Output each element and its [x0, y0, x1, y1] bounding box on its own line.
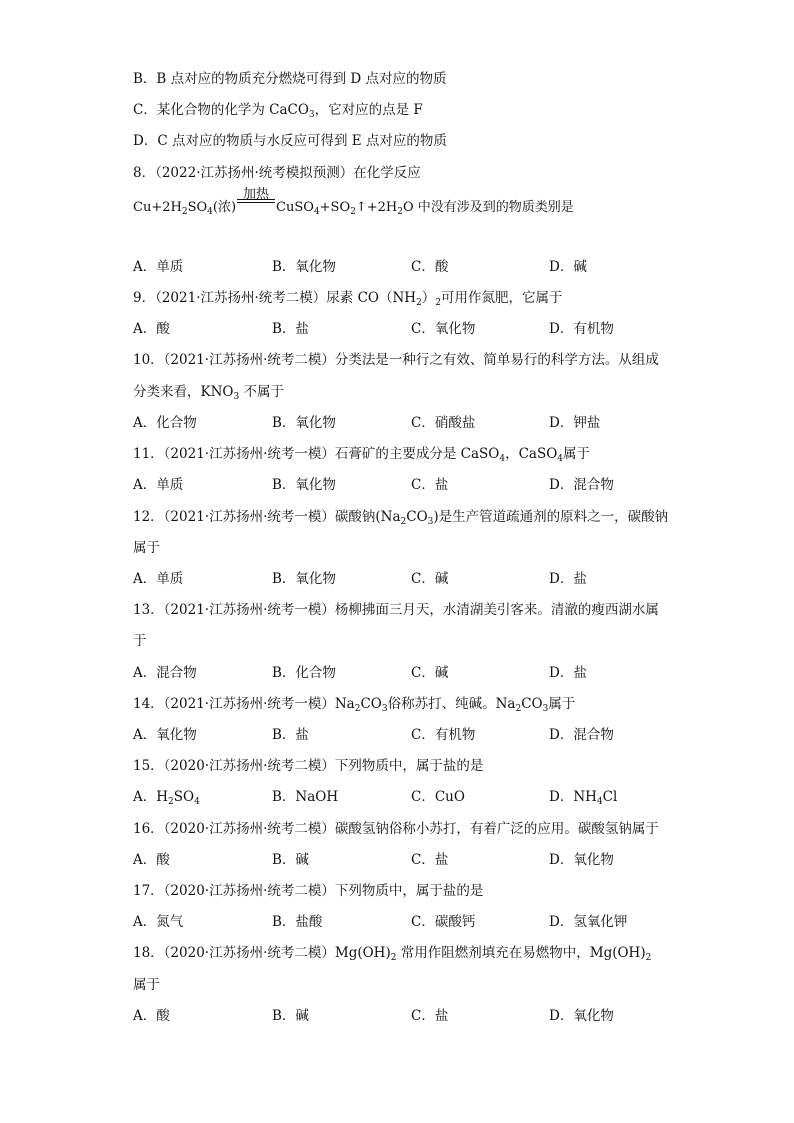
- q10-option-a: A．化合物: [133, 415, 197, 431]
- q11-option-a: A．单质: [133, 477, 184, 493]
- q14-option-c: C．有机物: [411, 727, 476, 743]
- q15-stem: 15．（2020·江苏扬州·统考二模）下列物质中，属于盐的是: [133, 758, 484, 774]
- q13-option-a: A．混合物: [133, 665, 197, 681]
- q17-stem: 17．（2020·江苏扬州·统考二模）下列物质中，属于盐的是: [133, 883, 484, 899]
- q8-option-c: C．酸: [411, 259, 449, 275]
- q15-option-d: D．$NH_4Cl$: [549, 789, 618, 807]
- q7-option-c: C．某化合物的化学为 CaCO$_3$，它对应的点是 F: [133, 102, 423, 120]
- q9-options: [133, 317, 733, 337]
- q9-option-c: C．氧化物: [411, 321, 476, 337]
- q8-options: [133, 255, 733, 275]
- q8-stem: 8．（2022·江苏扬州·统考模拟预测）在化学反应: [133, 165, 421, 181]
- q17-options: [133, 910, 733, 930]
- q9-option-b: B．盐: [272, 321, 309, 337]
- q10-option-b: B．氧化物: [272, 415, 336, 431]
- q8-chemical-equation: $Cu+2H_2SO_4$(浓) 加热 $CuSO_4+SO_2↑+2H_2O$ 中没有涉及到的物质类别是: [133, 187, 574, 217]
- q14-options: [133, 723, 733, 743]
- q10-stem-line1: 10．（2021·江苏扬州·统考二模）分类法是一种行之有效、简单易行的科学方法。从组成: [133, 352, 659, 368]
- q16-options: [133, 848, 733, 868]
- q14-option-a: A．氧化物: [133, 727, 197, 743]
- q13-stem-line1: 13．（2021·江苏扬州·统考一模）杨柳拂面三月天，水清湖美引客来。清澈的瘦西湖水属: [133, 602, 659, 618]
- q15-option-b: B．NaOH: [272, 789, 339, 805]
- q12-option-b: B．氧化物: [272, 571, 336, 587]
- q13-option-b: B．化合物: [272, 665, 336, 681]
- q12-option-d: D．盐: [549, 571, 587, 587]
- q18-option-a: A．酸: [133, 1008, 170, 1024]
- q16-option-b: B．碱: [272, 852, 309, 868]
- q7-option-b: B．B 点对应的物质充分燃烧可得到 D 点对应的物质: [133, 71, 447, 87]
- q17-option-b: B．盐酸: [272, 914, 323, 930]
- q9-stem: 9．（2021·江苏扬州·统考二模）尿素 $CO(NH_2)_2$可用作氮肥，它属于: [133, 290, 563, 308]
- reaction-condition-arrow: 加热: [237, 197, 275, 211]
- q11-options: [133, 473, 733, 493]
- q8-option-d: D．碱: [549, 259, 587, 275]
- q13-options: [133, 661, 733, 681]
- q12-stem-line2: 属于: [133, 540, 160, 556]
- q10-option-c: C．硝酸盐: [411, 415, 476, 431]
- q15-options: [133, 785, 733, 805]
- q13-stem-line2: 于: [133, 633, 147, 649]
- q9-option-d: D．有机物: [549, 321, 614, 337]
- q18-stem-line2: 属于: [133, 977, 160, 993]
- q18-option-c: C．盐: [411, 1008, 449, 1024]
- q13-option-c: C．碱: [411, 665, 449, 681]
- q11-option-b: B．氧化物: [272, 477, 336, 493]
- q16-option-d: D．氧化物: [549, 852, 614, 868]
- q16-stem: 16．（2020·江苏扬州·统考二模）碳酸氢钠俗称小苏打，有着广泛的应用。碳酸氢钠属于: [133, 821, 659, 837]
- q14-stem: 14．（2021·江苏扬州·统考一模）$Na_2CO_3$俗称苏打、纯碱。$Na_2CO_3$属于: [133, 696, 576, 714]
- q14-option-d: D．混合物: [549, 727, 614, 743]
- q17-option-a: A．氮气: [133, 914, 184, 930]
- q15-option-a: A．$H_2SO_4$: [133, 789, 200, 807]
- q11-stem: 11．（2021·江苏扬州·统考一模）石膏矿的主要成分是 CaSO$_4$，CaSO$_4$属于: [133, 446, 591, 464]
- q12-option-c: C．碱: [411, 571, 449, 587]
- q12-option-a: A．单质: [133, 571, 184, 587]
- q10-options: [133, 411, 733, 431]
- q14-option-b: B．盐: [272, 727, 309, 743]
- q10-stem-line2: 分类来看，$KNO_3$ 不属于: [133, 384, 284, 402]
- q18-stem-line1: 18．（2020·江苏扬州·统考二模）$Mg(OH)_2$ 常用作阻燃剂填充在易燃物中，$Mg(OH)_2$: [133, 945, 652, 963]
- q8-option-a: A．单质: [133, 259, 184, 275]
- q13-option-d: D．盐: [549, 665, 587, 681]
- q16-option-a: A．酸: [133, 852, 170, 868]
- q10-option-d: D．钾盐: [549, 415, 601, 431]
- q11-option-c: C．盐: [411, 477, 449, 493]
- q8-option-b: B．氧化物: [272, 259, 336, 275]
- q18-option-d: D．氧化物: [549, 1008, 614, 1024]
- q7-option-d: D．C 点对应的物质与水反应可得到 E 点对应的物质: [133, 133, 447, 149]
- q17-option-c: C．碳酸钙: [411, 914, 476, 930]
- q9-option-a: A．酸: [133, 321, 170, 337]
- q12-options: [133, 567, 733, 587]
- q15-option-c: C．CuO: [411, 789, 465, 805]
- q12-stem-line1: 12．（2021·江苏扬州·统考一模）碳酸钠$(Na_2CO_3)$是生产管道疏通剂的原料之一，碳酸钠: [133, 509, 669, 527]
- q11-option-d: D．混合物: [549, 477, 614, 493]
- q17-option-d: D．氢氧化钾: [549, 914, 628, 930]
- q16-option-c: C．盐: [411, 852, 449, 868]
- q18-option-b: B．碱: [272, 1008, 309, 1024]
- q18-options: [133, 1004, 733, 1024]
